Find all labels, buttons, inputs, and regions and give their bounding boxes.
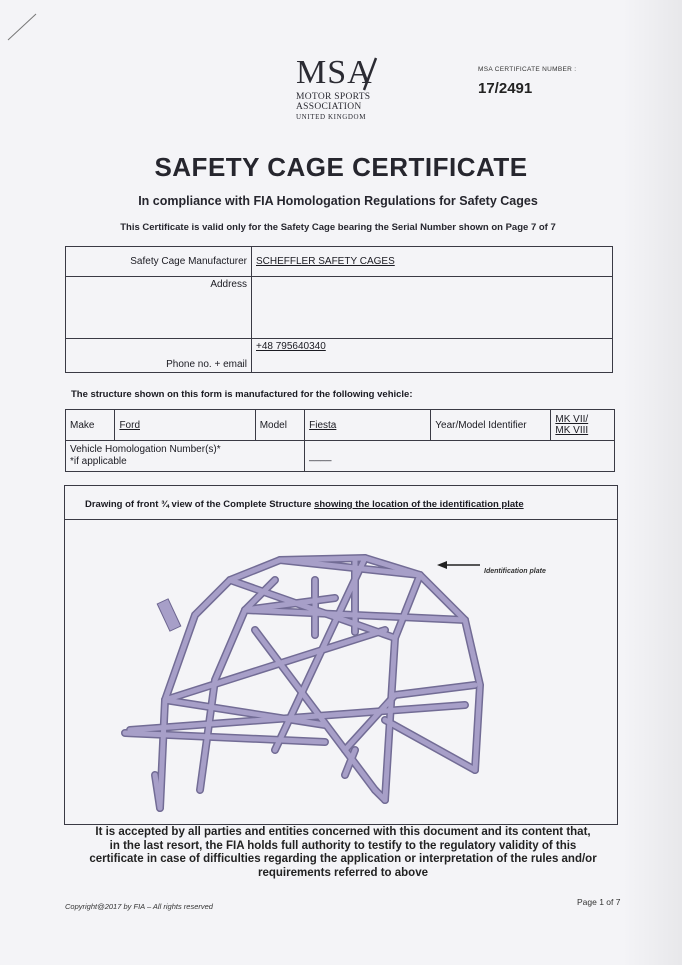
identification-plate-label: Identification plate — [484, 568, 546, 575]
manufacturer-label: Safety Cage Manufacturer — [66, 247, 252, 277]
structure-note: The structure shown on this form is manufactured for the following vehicle: — [71, 389, 413, 400]
phone-value: +48 795640340 — [256, 341, 326, 352]
year-value-2: MK VIII — [555, 424, 589, 436]
phone-label: Phone no. + email — [66, 339, 252, 373]
drawing-heading-plain: Drawing of front ¾ view of the Complete Structure — [85, 499, 315, 510]
model-label: Model — [255, 410, 304, 441]
msa-logo — [296, 56, 396, 122]
validity-note: This Certificate is valid only for the Safety Cage bearing the Serial Number shown on Page 7 of 7 — [120, 222, 556, 233]
page-title: SAFETY CAGE CERTIFICATE — [154, 152, 528, 182]
certificate-number: 17/2491 — [478, 80, 533, 97]
vehicle-table — [65, 409, 615, 472]
logo-slash-icon — [362, 56, 378, 92]
make-label: Make — [66, 410, 115, 441]
logo-line-3: UNITED KINGDOM — [296, 113, 367, 121]
drawing-heading — [65, 486, 617, 520]
manufacturer-table — [65, 246, 613, 373]
logo-line-2: ASSOCIATION — [296, 102, 362, 112]
drawing-heading-underlined: showing the location of the identification plate — [314, 499, 524, 510]
model-value: Fiesta — [309, 419, 337, 431]
msa-logo-letters: MSA — [296, 54, 373, 91]
homologation-label — [66, 441, 305, 472]
make-value: Ford — [119, 419, 140, 431]
page-number: Page 1 of 7 — [577, 897, 621, 907]
authority-notice — [66, 826, 620, 880]
drawing-heading-text — [85, 499, 524, 510]
certificate-number-label: MSA CERTIFICATE NUMBER : — [478, 66, 577, 73]
drawing-panel — [64, 485, 618, 825]
manufacturer-value: SCHEFFLER SAFETY CAGES — [256, 256, 395, 267]
year-value-1: MK VII/ — [555, 413, 589, 425]
notice-line-1: It is accepted by all parties and entities concerned with this document and its content that, — [95, 826, 591, 838]
homologation-label-1: Vehicle Homologation Number(s)* — [70, 444, 221, 455]
address-label: Address — [66, 277, 252, 339]
notice-line-3: certificate in case of difficulties regarding the application or interpretation of the rules and/or — [89, 853, 597, 865]
notice-line-4: requirements referred to above — [257, 866, 428, 879]
copyright-text: Copyright@2017 by FIA – All rights reserved — [65, 902, 213, 911]
homologation-value: ____ — [305, 441, 615, 472]
year-label: Year/Model Identifier — [431, 410, 551, 441]
homologation-label-2: *if applicable — [70, 456, 127, 467]
address-value — [252, 277, 613, 339]
pencil-mark — [6, 12, 40, 42]
logo-line-1: MOTOR SPORTS — [296, 92, 371, 102]
page-subtitle: In compliance with FIA Homologation Regulations for Safety Cages — [138, 194, 538, 208]
safety-cage-drawing — [65, 520, 617, 824]
notice-line-2: in the last resort, the FIA holds full authority to testify to the regulatory validity of this — [109, 839, 577, 852]
year-value — [551, 410, 615, 441]
